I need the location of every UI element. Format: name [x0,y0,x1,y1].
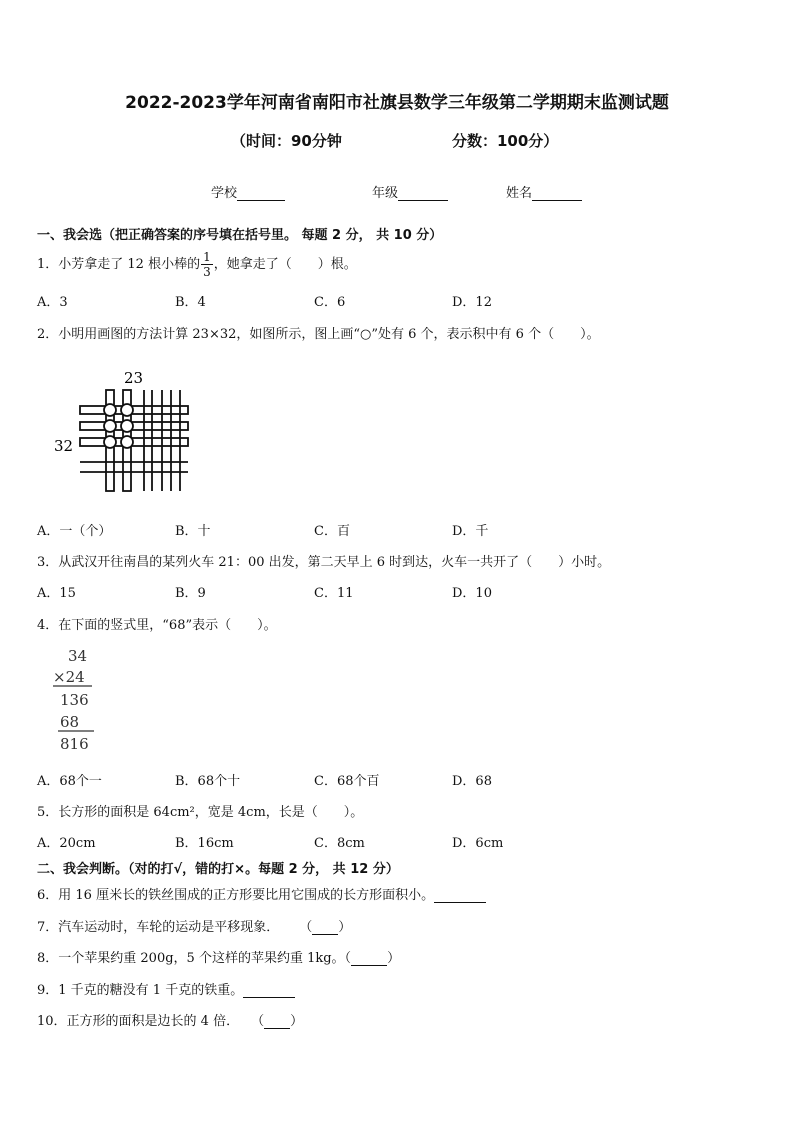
grid-lines [80,390,188,491]
question-4: 4．在下面的竖式里，“68”表示（ ）。 [37,618,277,633]
answer-blank-8[interactable] [351,952,387,966]
circle-marks [104,404,133,448]
question-3: 3．从武汉开往南昌的某列火车 21：00 出发，第二天早上 6 时到达，火车一共开了（ ）小时。 [37,555,611,570]
question-10 [37,1010,303,1029]
question-6-text: 6．用 16 厘米长的铁丝围成的正方形要比用它围成的长方形面积小。 [37,888,435,903]
multiplication-grid-figure [50,364,200,499]
grid-top-label: 23 [124,369,144,387]
question-6 [37,884,486,903]
question-9 [37,979,295,998]
fraction-numerator: 1 [203,250,211,264]
paren-close: ） [387,951,401,966]
name-label: 姓名 [506,186,533,201]
page-title: 2022-2023学年河南省南阳市社旗县数学三年级第二学期期末监测试题 [125,93,669,113]
calc-line-4: 68 [60,713,80,731]
q3-option-c[interactable]: C．11 [314,586,354,601]
score-label: 分数：100分） [452,132,559,150]
grade-blank[interactable] [398,186,448,201]
q1-option-d[interactable]: D．12 [452,295,492,310]
question-1-text-post: ，她拿走了（ ）根。 [213,257,357,272]
question-5: 5．长方形的面积是 64cm²，宽是 4cm，长是（ ）。 [37,805,364,820]
calc-line-2: ×24 [53,668,85,686]
question-8-text: 8．一个苹果约重 200g，5 个这样的苹果约重 1kg。 [37,951,345,966]
paren-open: （ [344,951,352,966]
circle-mark [121,404,133,416]
calc-line-3: 136 [60,691,89,709]
q1-option-c[interactable]: C．6 [314,295,346,310]
section-1-heading: 一、我会选（把正确答案的序号填在括号里。 每题 2 分， 共 10 分） [37,228,443,243]
paren-close: ） [338,920,352,935]
question-7-text: 7．汽车运动时，车轮的运动是平移现象． [37,920,280,935]
q4-option-a[interactable]: A．68个一 [37,774,102,789]
calc-line-5: 816 [60,735,89,753]
name-blank[interactable] [532,186,582,201]
calc-line-1: 34 [68,647,88,665]
question-7 [37,916,351,935]
question-9-text: 9．1 千克的糖没有 1 千克的铁重。 [37,983,244,998]
answer-blank-10[interactable] [264,1015,290,1029]
grid-left-label: 32 [54,437,74,455]
q4-option-b[interactable]: B．68个十 [175,774,241,789]
answer-blank-6[interactable] [434,889,486,903]
q2-option-d[interactable]: D．千 [452,524,489,539]
grade-label: 年级 [372,186,399,201]
circle-mark [104,436,116,448]
q3-option-a[interactable]: A．15 [37,586,76,601]
circle-mark [104,404,116,416]
answer-blank-9[interactable] [243,984,295,998]
fraction [201,250,213,279]
question-8 [37,947,400,966]
q1-option-a[interactable]: A．3 [37,295,68,310]
q2-option-b[interactable]: B．十 [175,524,211,539]
q4-option-c[interactable]: C．68个百 [314,774,380,789]
circle-mark [104,420,116,432]
school-field[interactable] [211,182,285,201]
school-label: 学校 [211,186,238,201]
q5-option-b[interactable]: B．16cm [175,836,234,851]
section-2-heading: 二、我会判断。（对的打√，错的打×。每题 2 分， 共 12 分） [37,862,399,877]
question-10-text: 10．正方形的面积是边长的 4 倍． [37,1014,240,1029]
q4-option-d[interactable]: D．68 [452,774,492,789]
q2-option-a[interactable]: A．一（个） [37,524,112,539]
q5-option-d[interactable]: D．6cm [452,836,504,851]
question-1-text-pre: 1．小芳拿走了 12 根小棒的 [37,257,201,272]
question-1 [37,250,357,279]
q3-option-b[interactable]: B．9 [175,586,206,601]
q5-option-c[interactable]: C．8cm [314,836,365,851]
paren-open: （ [299,920,313,935]
question-2: 2．小明用画图的方法计算 23×32，如图所示，图上画“○”处有 6 个，表示积中有 6 个（ ）。 [37,327,600,342]
school-blank[interactable] [237,186,285,201]
q5-option-a[interactable]: A．20cm [37,836,96,851]
fraction-denominator: 3 [203,265,211,279]
q1-option-b[interactable]: B．4 [175,295,206,310]
paren-close: ） [290,1014,304,1029]
paren-open: （ [251,1014,265,1029]
vertical-multiplication-figure [50,644,110,756]
q3-option-d[interactable]: D．10 [452,586,492,601]
q2-option-c[interactable]: C．百 [314,524,350,539]
circle-mark [121,436,133,448]
answer-blank-7[interactable] [312,921,338,935]
time-label: （时间：90分钟 [231,132,342,150]
circle-mark [121,420,133,432]
name-field[interactable] [506,182,582,201]
grade-field[interactable] [372,182,448,201]
